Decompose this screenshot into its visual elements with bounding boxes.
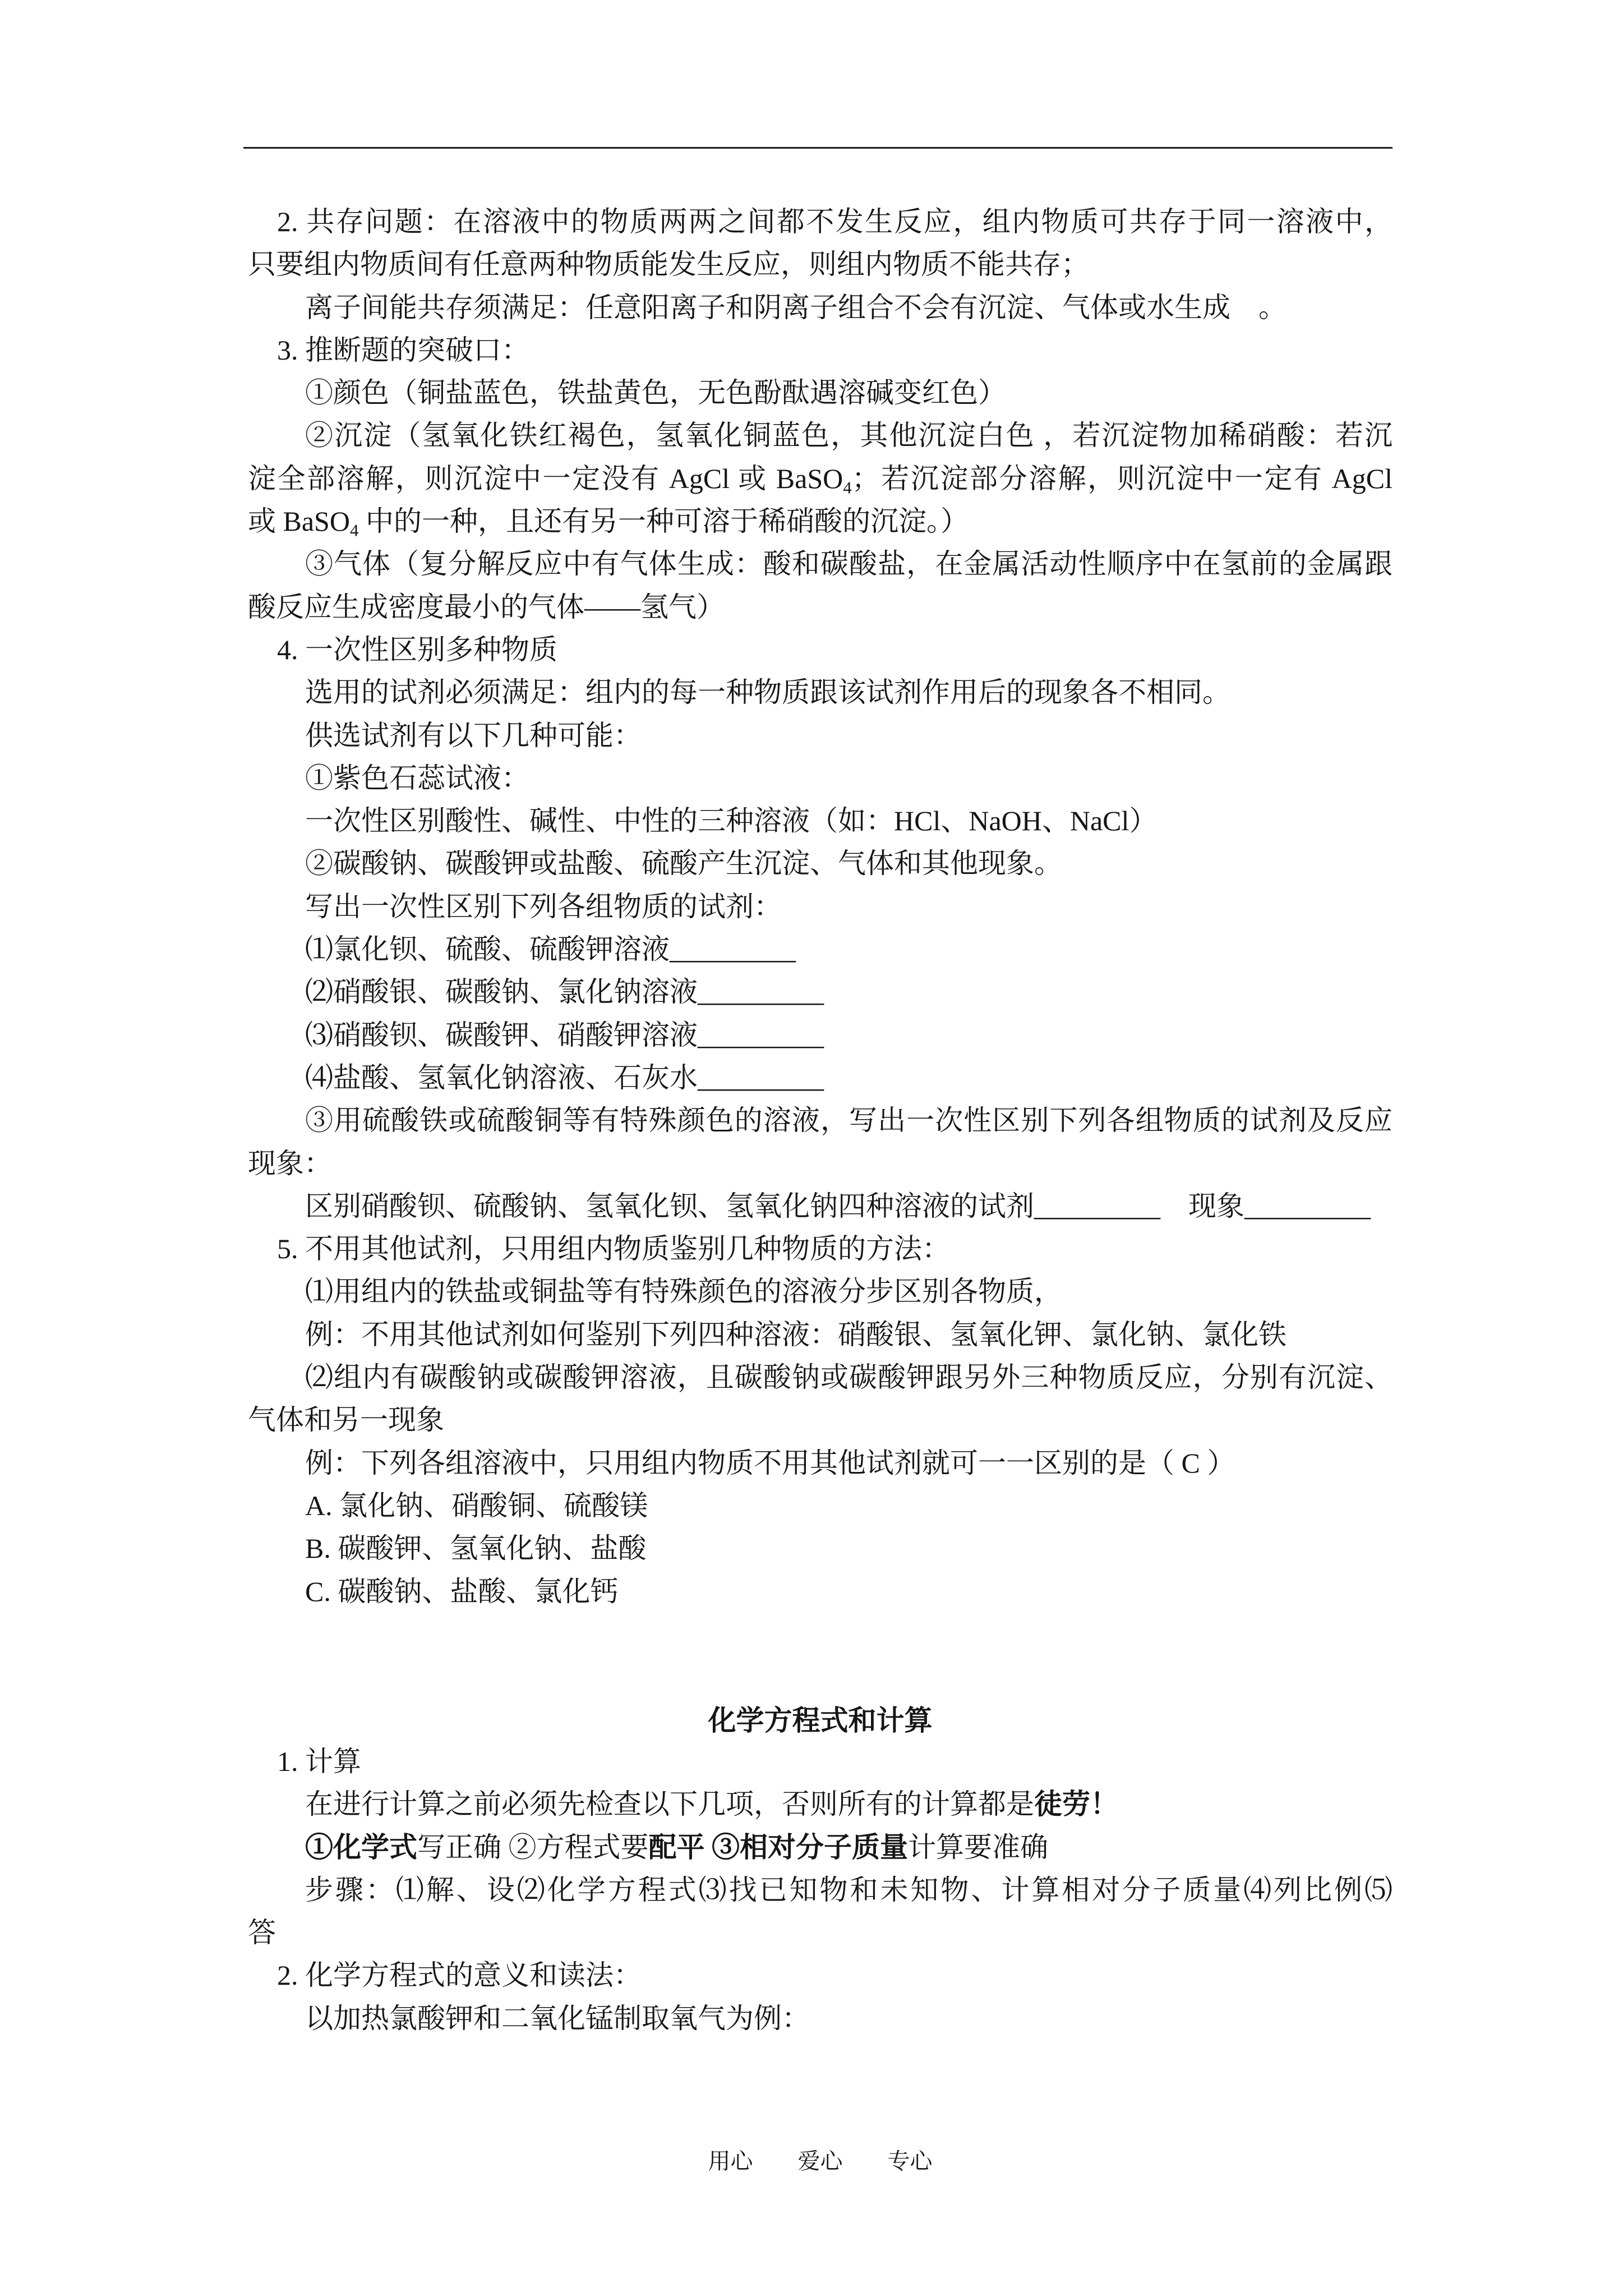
paragraph-line: 一次性区别酸性、碱性、中性的三种溶液（如：HCl、NaOH、NaCl） — [305, 805, 1158, 837]
bold-text: 配平 ③相对分子质量 — [648, 1831, 908, 1863]
paragraph-line: 供选试剂有以下几种可能： — [305, 719, 642, 751]
answer-option-a: A. 氯化钠、硝酸铜、硫酸镁 — [305, 1489, 648, 1521]
paragraph-line — [248, 500, 1623, 542]
clue-precipitate-line: ②沉淀（氢氧化铁红褐色，氢氧化铜蓝色，其他沉淀白色 ，若沉淀物加稀硝酸：若沉 — [305, 420, 1393, 452]
reagent-option-line: ①紫色石蕊试液： — [305, 762, 529, 794]
header-rule — [243, 147, 1393, 149]
paragraph-line: 气体和另一现象 — [248, 1404, 444, 1436]
exercise-blank-line: ⑴氯化钡、硫酸、硫酸钾溶液_________ — [305, 933, 796, 965]
answer-option-b: B. 碳酸钾、氢氧化钠、盐酸 — [305, 1533, 647, 1565]
item-1-calculation-heading: 1. 计算 — [277, 1746, 361, 1777]
bold-text: ①化学式 — [305, 1831, 417, 1863]
text-segment: 在进行计算之前必须先检查以下几项，否则所有的计算都是 — [305, 1788, 1034, 1820]
text-segment: ；若沉淀部分溶解，则沉淀中一定有 AgCl — [851, 462, 1393, 494]
item-2-equation-heading: 2. 化学方程式的意义和读法： — [277, 1959, 642, 1991]
exercise-blank-line: ⑵硝酸银、碳酸钠、氯化钠溶液_________ — [305, 976, 824, 1008]
checklist-line — [305, 1826, 1623, 1869]
section-title: 化学方程式和计算 — [708, 1705, 933, 1736]
text-segment: 或 BaSO — [248, 505, 350, 537]
paragraph-line: 答 — [248, 1917, 276, 1949]
text-segment: 计算要准确 — [908, 1831, 1048, 1863]
exercise-blank-line: ⑶硝酸钡、碳酸钾、硝酸钾溶液_________ — [305, 1019, 824, 1051]
identification-section — [0, 200, 1623, 1613]
paragraph-line: 现象： — [248, 1147, 332, 1179]
text-segment: 中的一种，且还有另一种可溶于稀硝酸的沉淀。） — [358, 505, 969, 537]
reagent-option-line: ③用硫酸铁或硫酸铜等有特殊颜色的溶液，写出一次性区别下列各组物质的试剂及反应 — [305, 1105, 1393, 1137]
method-line: ⑵组内有碳酸钠或碳酸钾溶液，且碳酸钠或碳酸钾跟另外三种物质反应，分别有沉淀、 — [305, 1361, 1393, 1393]
example-question-line: 例：下列各组溶液中，只用组内物质不用其他试剂就可一一区别的是（ C ） — [305, 1447, 1235, 1479]
steps-line: 步骤：⑴解、设⑵化学方程式⑶找已知物和未知物、计算相对分子质量⑷列比例⑸ — [305, 1874, 1393, 1906]
paragraph-line — [305, 1783, 1623, 1825]
exercise-blank-line: ⑷盐酸、氢氧化钠溶液、石灰水_________ — [305, 1061, 824, 1093]
item-2-coexistence-line: 2. 共存问题：在溶液中的物质两两之间都不发生反应，组内物质可共存于同一溶液中， — [277, 206, 1393, 237]
equation-calculation-section — [0, 1740, 1623, 2040]
subscript: 4 — [843, 477, 852, 498]
reagent-option-line: ②碳酸钠、碳酸钾或盐酸、硫酸产生沉淀、气体和其他现象。 — [305, 848, 1062, 880]
bold-text: 徒劳！ — [1034, 1788, 1118, 1820]
text-segment: 写正确 ②方程式要 — [417, 1831, 649, 1863]
paragraph-line: 以加热氯酸钾和二氧化锰制取氧气为例： — [305, 2002, 810, 2034]
text-segment: 淀全部溶解，则沉淀中一定没有 AgCl 或 BaSO — [248, 462, 843, 494]
paragraph-line: 选用的试剂必须满足：组内的每一种物质跟该试剂作用后的现象各不相同。 — [305, 677, 1230, 708]
item-3-inference-heading: 3. 推断题的突破口： — [277, 334, 529, 366]
item-5-heading: 5. 不用其他试剂，只用组内物质鉴别几种物质的方法： — [277, 1233, 950, 1265]
exercise-blank-line: 区别硝酸钡、硫酸钠、氢氧化钡、氢氧化钠四种溶液的试剂_________ 现象_________ — [305, 1190, 1371, 1222]
answer-option-c: C. 碳酸钠、盐酸、氯化钙 — [305, 1575, 619, 1607]
exercise-prompt-line: 写出一次性区别下列各组物质的试剂： — [305, 890, 782, 922]
page-footer: 用心 爱心 专心 — [708, 2148, 933, 2174]
paragraph-line — [248, 457, 1393, 500]
paragraph-line: 酸反应生成密度最小的气体——氢气） — [248, 591, 725, 623]
ion-coexistence-rule-line: 离子间能共存须满足：任意阳离子和阴离子组合不会有沉淀、气体或水生成 。 — [305, 291, 1287, 323]
example-line: 例：不用其他试剂如何鉴别下列四种溶液：硝酸银、氢氧化钾、氯化钠、氯化铁 — [305, 1318, 1287, 1350]
clue-color-line: ①颜色（铜盐蓝色，铁盐黄色，无色酚酞遇溶碱变红色） — [305, 377, 1006, 409]
clue-gas-line: ③气体（复分解反应中有气体生成：酸和碳酸盐，在金属活动性顺序中在氢前的金属跟 — [305, 548, 1393, 580]
item-4-heading: 4. 一次性区别多种物质 — [277, 633, 557, 665]
method-line: ⑴用组内的铁盐或铜盐等有特殊颜色的溶液分步区别各物质， — [305, 1276, 1062, 1308]
subscript: 4 — [349, 520, 359, 540]
paragraph-line: 只要组内物质间有任意两种物质能发生反应，则组内物质不能共存； — [248, 249, 1089, 280]
